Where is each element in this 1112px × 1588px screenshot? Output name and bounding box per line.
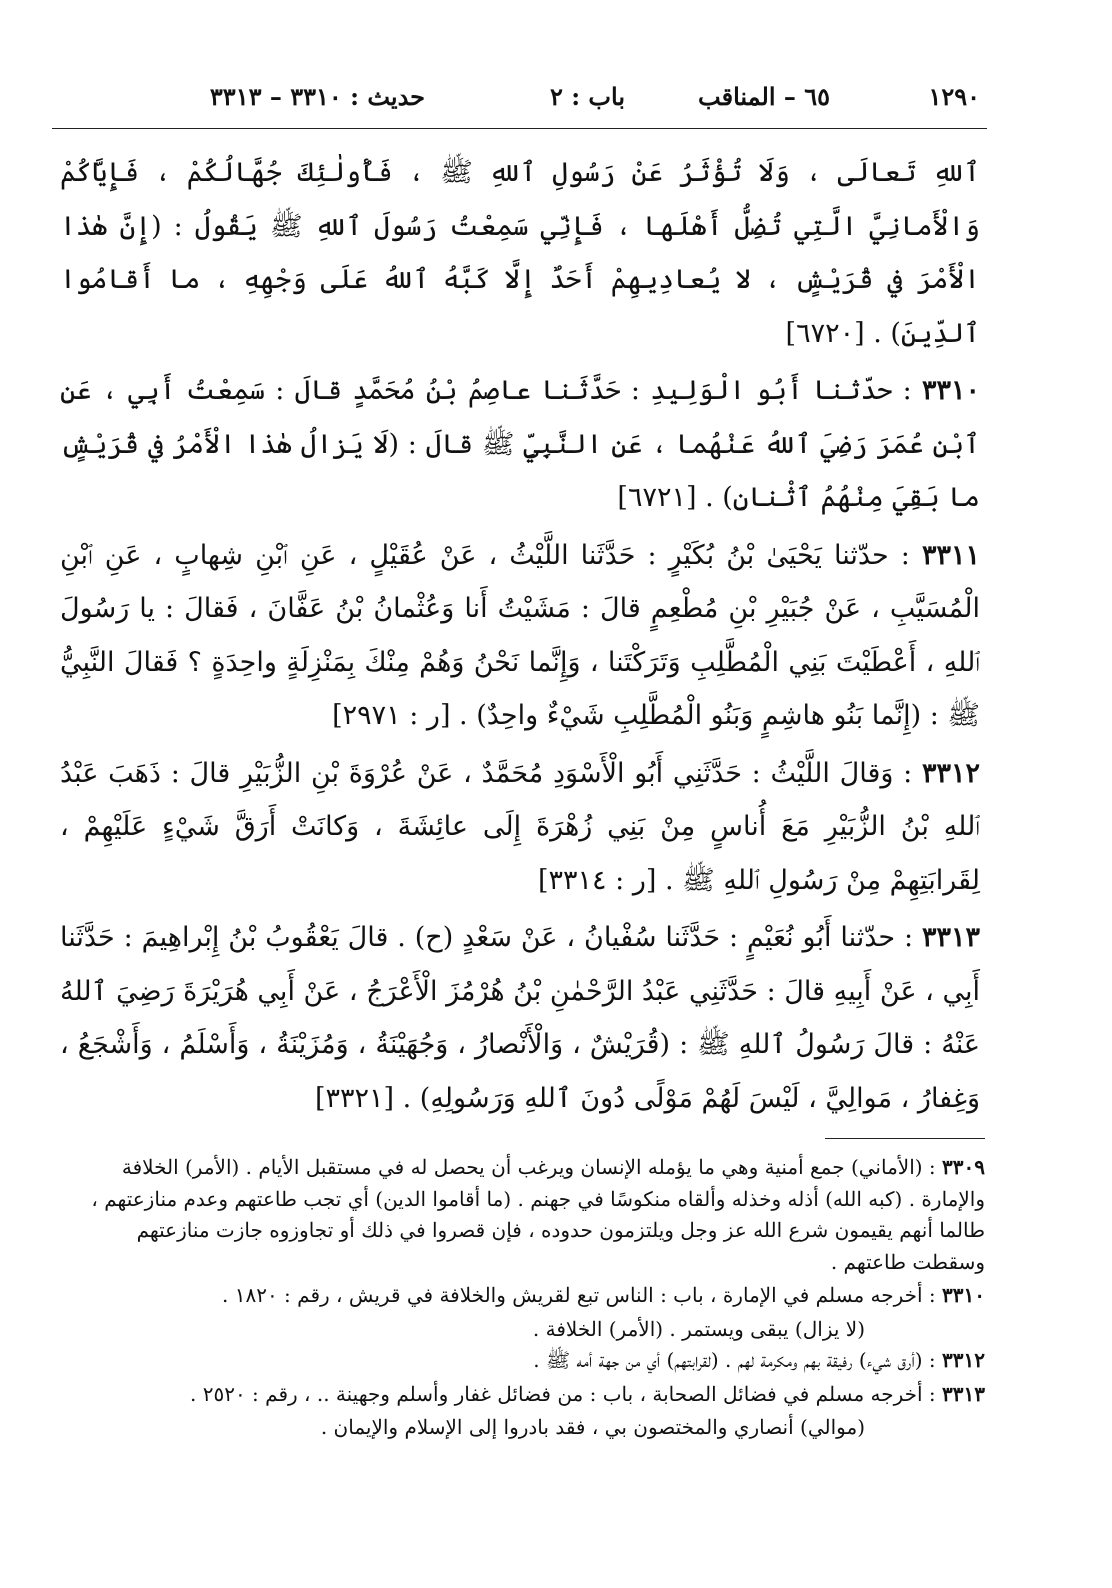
footnote-number: ٣٣٠٩ (942, 1155, 985, 1179)
footnote (60, 1280, 985, 1312)
hadith-text: : حدّثنا أَبُو نُعَيْمٍ : حَدَّثَنا سُفْيانُ ، عَنْ سَعْدٍ (ح) . قالَ يَعْقُوبُ بْنُ إِبْراهِيمَ : حَدَّثَنا أَبِي ، عَنْ أَبِيهِ قالَ : حَدَّثَنِي عَبْدُ الرَّحْمٰنِ بْنُ هُرْمُزَ الْأَعْرَجُ ، عَنْ أَبِي هُرَيْرَةَ رَضِيَ ٱللهُ عَنْهُ : قالَ رَسُولُ ٱللهِ ﷺ : (قُرَيْشٌ ، وَالْأَنْصارُ ، وَجُهَيْنَةُ ، وَمُزَيْنَةُ ، وَأَسْلَمُ ، وَأَشْجَعُ ، وَغِفارُ ، مَوالِيَّ ، لَيْسَ لَهُمْ مَوْلًى دُونَ ٱللهِ وَرَسُولِهِ) . [٣٣٢١] (60, 922, 980, 1114)
footnotes (60, 1152, 985, 1444)
bab-label: باب : ٢ (549, 82, 625, 111)
hadith-range: حديث : ٣٣١٠ – ٣٣١٣ (209, 82, 425, 111)
header-divider (52, 128, 987, 129)
main-text (60, 146, 980, 1129)
hadith-text: : حدّثنا أَبُو الْوَلِيدِ : حَدَّثَنا عاصِمُ بْنُ مُحَمَّدٍ قالَ : سَمِعْتُ أَبِي ، عَنِ ٱبْنِ عُمَرَ رَضِيَ ٱللهُ عَنْهُما ، عَنِ النَّبِيِّ ﷺ قالَ : (لَا يَزالُ هٰذا الْأَمْرُ في قُرَيْشٍ ما بَقِيَ مِنْهُمُ ٱثْنانِ) . [٦٧٢١] (60, 375, 980, 513)
hadith-number: ٣٣١٣ (921, 922, 980, 953)
chapter-title: ٦٥ – المناقب (698, 82, 830, 111)
hadith-number: ٣٣١١ (921, 539, 980, 571)
footnote (60, 1379, 985, 1411)
footnote (60, 1152, 985, 1278)
footnote-text: : (الأماني) جمع أمنية وهي ما يؤمله الإنسان ويرغب أن يحصل له في مستقبل الأيام . (الأمر) الخلافة والإمارة . (كبه الله) أذله وخذله وألقاه منكوسًا في جهنم . (ما أقاموا الدين) أي تجب طاعتهم وعدم منازعتهم ، طالما أنهم يقيمون شرع الله عز وجل ويلتزمون حدوده ، فإن قصروا في ذلك أو تجاوزوه جازت منازعتهم وسقطت طاعتهم . (91, 1155, 985, 1274)
page-header (180, 82, 980, 122)
hadith-paragraph (60, 747, 980, 908)
footnote-text: : أخرجه مسلم في فضائل الصحابة ، باب : من فضائل غفار وأسلم وجهينة .. ، رقم : ٢٥٢٠ . (190, 1381, 936, 1406)
footnote-subline: (موالي) أنصاري والمختصون بي ، فقد بادروا إلى الإسلام والإيمان . (320, 1415, 865, 1439)
footnote-number: ٣٣١٣ (942, 1381, 985, 1406)
hadith-text: : حدّثنا يَحْيَىٰ بْنُ بُكَيْرٍ : حَدَّثَنا اللَّيْثُ ، عَنْ عُقَيْلٍ ، عَنِ ٱبْنِ شِهابٍ ، عَنِ ٱبْنِ الْمُسَيَّبِ ، عَنْ جُبَيْرِ بْنِ مُطْعِمٍ قالَ : مَشَيْتُ أَنا وَعُثْمانُ بْنُ عَفَّانَ ، فَقالَ : يا رَسُولَ ٱللهِ ، أَعْطَيْتَ بَنِي الْمُطَّلِبِ وَتَرَكْتَنا ، وَإِنَّما نَحْنُ وَهُمْ مِنْكَ بِمَنْزِلَةٍ واحِدَةٍ ؟ فَقالَ النَّبِيُّ ﷺ : (إِنَّما بَنُو هاشِمٍ وَبَنُو الْمُطَّلِبِ شَيْءٌ واحِدٌ) . [ر : ٢٩٧١] (60, 539, 980, 731)
footnote-text: : أخرجه مسلم في الإمارة ، باب : الناس تبع لقريش والخلافة في قريش ، رقم : ١٨٢٠ . (222, 1283, 936, 1307)
hadith-number: ٣٣١٢ (921, 757, 980, 789)
hadith-number: ٣٣١٠ (921, 375, 980, 406)
continuation-paragraph: ٱللهِ تَعالَى ، وَلَا تُؤْثَرُ عَنْ رَسُولِ ٱللهِ ﷺ ، فَأُولٰئِكَ جُهَّالُكُمْ ، فَإِيَّاكُمْ وَالْأَمانِيَّ الَّتِي تُضِلُّ أَهْلَها ، فَإِنِّي سَمِعْتُ رَسُولَ ٱللهِ ﷺ يَقُولُ : (إِنَّ هٰذا الْأَمْرَ في قُرَيْشٍ ، لا يُعادِيهِمْ أَحَدٌ إِلَّا كَبَّهُ ٱللهُ عَلَى وَجْهِهِ ، ما أَقامُوا ٱلدِّينَ) . [٦٧٢٠] (60, 157, 980, 349)
hadith-paragraph (60, 529, 980, 743)
footnote-number: ٣٣١٢ (942, 1348, 985, 1372)
footnote-subline: (لا يزال) يبقى ويستمر . (الأمر) الخلافة . (532, 1316, 865, 1341)
hadith-paragraph (60, 364, 980, 525)
footnote-text: : (أرق شيء) رفيقة بهم ومكرمة لهم . (لقرابتهم) أي من جهة أمه ﷺ . (533, 1348, 936, 1372)
footnote-divider (825, 1138, 985, 1139)
footnote (60, 1345, 985, 1377)
footnote-number: ٣٣١٠ (942, 1283, 985, 1307)
hadith-text: : وَقالَ اللَّيْثُ : حَدَّثَنِي أَبُو الْأَسْوَدِ مُحَمَّدٌ ، عَنْ عُرْوَةَ بْنِ الزُّبَيْرِ قالَ : ذَهَبَ عَبْدُ ٱللهِ بْنُ الزُّبَيْرِ مَعَ أُناسٍ مِنْ بَنِي زُهْرَةَ إِلَى عائِشَةَ ، وَكانَتْ أَرَقَّ شَيْءٍ عَلَيْهِمْ ، لِقَرابَتِهِمْ مِنْ رَسُولِ ٱللهِ ﷺ . [ر : ٣٣١٤] (60, 757, 980, 896)
page-number: ١٢٩٠ (928, 82, 980, 111)
hadith-paragraph (60, 911, 980, 1125)
